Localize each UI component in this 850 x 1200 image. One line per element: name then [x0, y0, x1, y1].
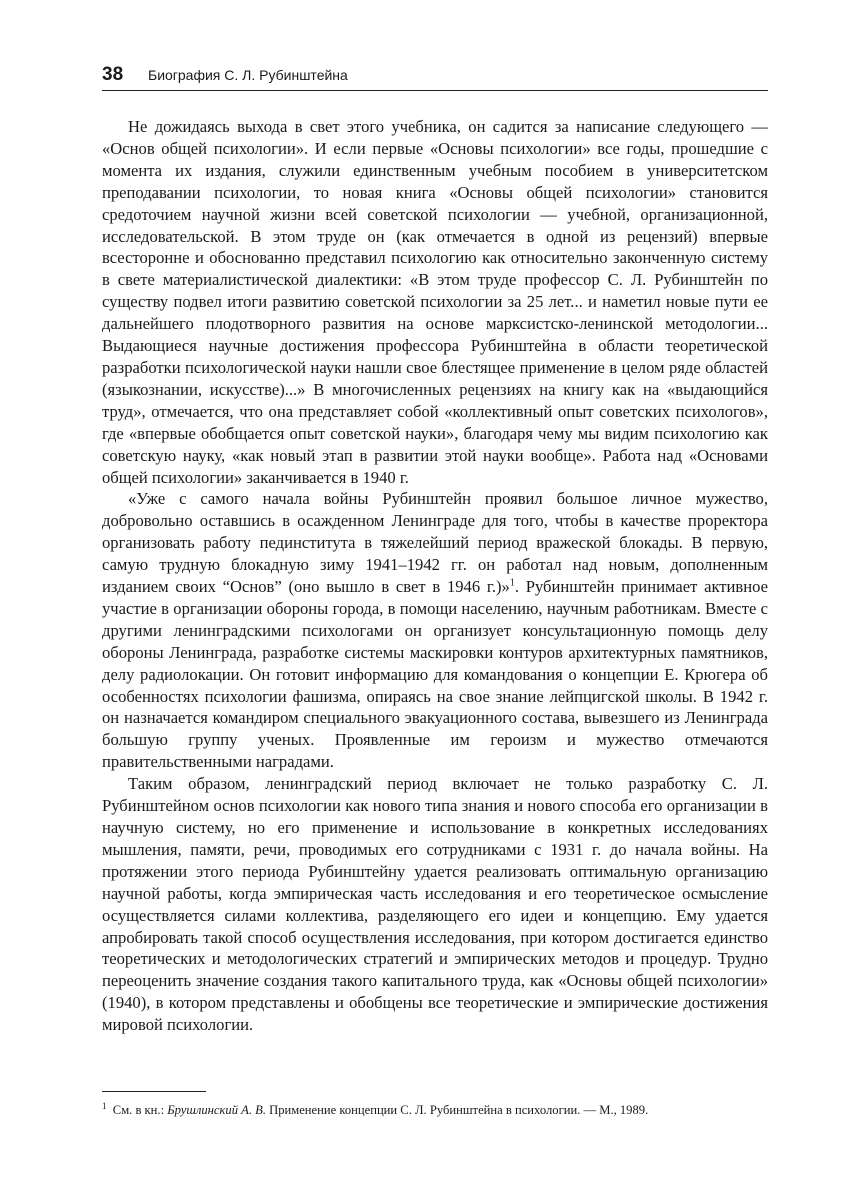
footnote-divider: [102, 1091, 206, 1092]
paragraph-3: Таким образом, ленинградский период включает не только разработку С. Л. Рубинштейном основ психологии как нового типа знания и нового способа его организации в научную систему, но его применение и использование в конкретных исследованиях мышления, памяти, речи, проводимых его сотрудниками с 1931 г. до начала войны. На протяжении этого периода Рубинштейну удается реализовать оптимальную организацию научной работы, когда эмпирическая часть исследования и его теоретическое осмысление осуществляется силами коллектива, разделяющего его идеи и концепцию. Ему удается апробировать такой способ осуществления исследования, при котором достигается единство теоретических и методологических стратегий и эмпирических методов и процедур. Трудно переоценить значение создания такого капитального труда, как «Основы общей психологии» (1940), в котором представлены и обобщены все теоретические и эмпирические достижения мировой психологии.: [102, 774, 768, 1035]
footnote-reference[interactable]: 1: [509, 577, 515, 589]
footnote-author: Брушлинский А. В.: [167, 1103, 266, 1118]
footnote-prefix: См. в кн.:: [112, 1103, 168, 1118]
paragraph-2-continuation: Рубинштейн принимает активное участие в организации обороны города, в помощи населению, научным работникам. Вместе с другими ленинградскими психологами он организует консультационную помощь делу обороны Ленинграда, разработке системы маскировки контуров архитектурных памятников, делу радиолокации. Он готовит информацию для командования о концепции Е. Крюгера об особенностях психологии фашизма, опираясь на свое знание лейпцигской школы. В 1942 г. он назначается командиром специального эвакуационного состава, вывезшего из Ленинграда большую группу ученых. Проявленные им героизм и мужество отмечаются правительственными наградами.: [102, 577, 768, 772]
main-text: [102, 116, 768, 1036]
paragraph-2-quote: «Уже с самого начала войны Рубинштейн проявил большое личное мужество, добровольно оставшись в осажденном Ленинграде для того, чтобы в качестве проректора организовать работу пединститута в тяжелейший период вражеской блокады. В первую, самую трудную блокадную зиму 1941–1942 гг. он работал над новым, дополненным изданием своих “Основ” (оно вышло в свет в 1946 г.)»: [102, 489, 768, 597]
footnote: [102, 1098, 768, 1118]
paragraph-2: «Уже с самого начала войны Рубинштейн проявил большое личное мужество, добровольно оставшись в осажденном Ленинграде для того, чтобы в качестве проректора организовать работу пединститута в тяжелейший период вражеской блокады. В первую, самую трудную блокадную зиму 1941–1942 гг. он работал над новым, дополненным изданием своих “Основ” (оно вышло в свет в 1946 г.)»$^1$. Рубинштейн принимает активное участие в организации обороны города, в помощи населению, научным работникам. Вместе с другими ленинградскими психологами он организует консультационную помощь делу обороны Ленинграда, разработке системы маскировки контуров архитектурных памятников, делу радиолокации. Он готовит информацию для командования о концепции Е. Крюгера об особенностях психологии фашизма, опираясь на свое знание лейпцигской школы. В 1942 г. он назначается командиром специального эвакуационного состава, вывезшего из Ленинграда большую группу ученых. Проявленные им героизм и мужество отмечаются правительственными наградами.: [102, 489, 768, 772]
page-header: [102, 62, 768, 91]
page-number: 38: [102, 64, 124, 85]
footnote-text: Применение концепции С. Л. Рубинштейна в психологии. — М., 1989.: [265, 1103, 649, 1118]
running-title: Биография С. Л. Рубинштейна: [148, 67, 348, 83]
footnote-marker: 1: [102, 1101, 107, 1111]
paragraph-1: Не дожидаясь выхода в свет этого учебника, он садится за написание следующего — «Основ общей психологии». И если первые «Основы психологии» все годы, прошедшие с момента их издания, служили единственным учебным пособием в университетском преподавании психологии, то новая книга «Основы общей психологии» становится средоточием научной жизни всей советской психологии — учебной, организационной, исследовательской. В этом труде он (как отмечается в одной из рецензий) впервые всесторонне и обоснованно представил психологию как относительно законченную систему в свете материалистической диалектики: «В этом труде профессор С. Л. Рубинштейн по существу подвел итоги развитию советской психологии за 25 лет... и наметил новые пути ее дальнейшего плодотворного развития на основе марксистско-ленинской методологии... Выдающиеся научные достижения профессора Рубинштейна в области теоретической разработки психологической науки нашли свое блестящее применение в целом ряде областей (языкознании, искусстве)...» В многочисленных рецензиях на книгу как на «выдающийся труд», отмечается, что она представляет собой «коллективный опыт советских психологов», где «впервые обобщается опыт советской науки», благодаря чему мы видим психологию как советскую науку, «как новый этап в развитии этой науки вообще». Работа над «Основами общей психологии» заканчивается в 1940 г.: [102, 117, 768, 487]
